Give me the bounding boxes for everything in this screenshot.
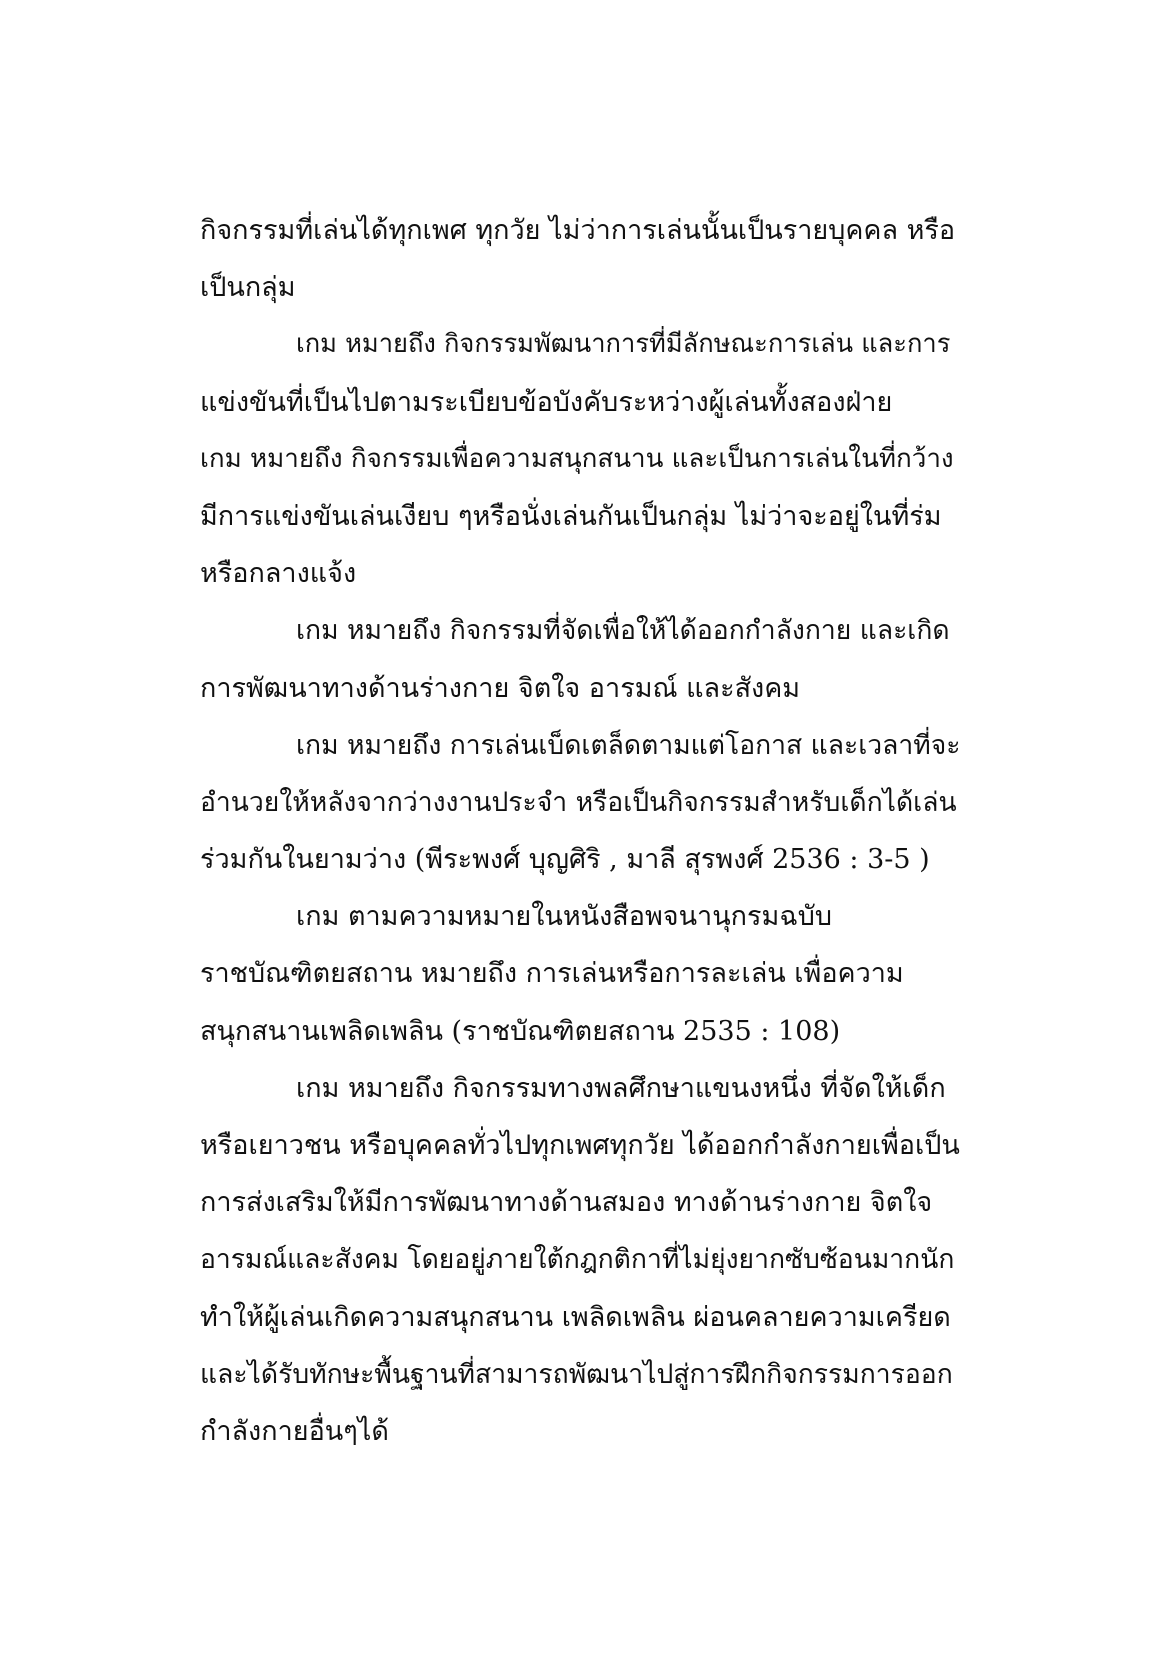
- paragraph-first-line: เกม หมายถึง กิจกรรมพัฒนาการที่มีลักษณะการเล่น และการ: [296, 329, 951, 360]
- text-line: ทำให้ผู้เล่นเกิดความสนุกสนาน เพลิดเพลิน ผ่อนคลายความเครียด: [200, 1301, 951, 1333]
- paragraph-first-line: เกม ตามความหมายในหนังสือพจนานุกรมฉบับ: [296, 901, 832, 933]
- text-line: ร่วมกันในยามว่าง (พีระพงศ์ บุญศิริ , มาลี สุรพงศ์ 2536 : 3-5 ): [200, 844, 930, 876]
- text-line: หรือเยาวชน หรือบุคคลทั่วไปทุกเพศทุกวัย ได้ออกกำลังกายเพื่อเป็น: [200, 1130, 960, 1161]
- text-line: มีการแข่งขันเล่นเงียบ ๆหรือนั่งเล่นกันเป็นกลุ่ม ไม่ว่าจะอยู่ในที่ร่ม: [200, 500, 942, 532]
- body-text: [200, 202, 960, 1460]
- text-line: หรือกลางแจ้ง: [200, 558, 357, 590]
- text-line: การพัฒนาทางด้านร่างกาย จิตใจ อารมณ์ และสังคม: [200, 672, 801, 704]
- text-line: แข่งขันที่เป็นไปตามระเบียบข้อบังคับระหว่างผู้เล่นทั้งสองฝ่าย: [200, 386, 893, 418]
- paragraph-first-line: เกม หมายถึง การเล่นเบ็ดเตล็ดตามแต่โอกาส และเวลาที่จะ: [296, 729, 961, 761]
- text-line: และได้รับทักษะพื้นฐานที่สามารถพัฒนาไปสู่การฝึกกิจกรรมการออก: [200, 1358, 953, 1390]
- text-line: การส่งเสริมให้มีการพัฒนาทางด้านสมอง ทางด้านร่างกาย จิตใจ: [200, 1187, 933, 1219]
- text-line: อำนวยให้หลังจากว่างงานประจำ หรือเป็นกิจกรรมสำหรับเด็กได้เล่น: [200, 786, 957, 818]
- text-line: กำลังกายอื่นๆได้: [200, 1415, 389, 1447]
- text-line: สนุกสนานเพลิดเพลิน (ราชบัณฑิตยสถาน 2535 : 108): [200, 1015, 841, 1047]
- text-line: ราชบัณฑิตยสถาน หมายถึง การเล่นหรือการละเล่น เพื่อความ: [200, 958, 904, 990]
- text-line: เกม หมายถึง กิจกรรมเพื่อความสนุกสนาน และเป็นการเล่นในที่กว้าง: [200, 443, 954, 474]
- text-line: กิจกรรมที่เล่นได้ทุกเพศ ทุกวัย ไม่ว่าการเล่นนั้นเป็นรายบุคคล หรือ: [200, 215, 956, 246]
- paragraph-first-line: เกม หมายถึง กิจกรรมทางพลศึกษาแขนงหนึ่ง ที่จัดให้เด็ก: [296, 1072, 946, 1104]
- text-line: อารมณ์และสังคม โดยอยู่ภายใต้กฎกติกาที่ไม่ยุ่งยากซับซ้อนมากนัก: [200, 1244, 955, 1276]
- text-line: เป็นกลุ่ม: [200, 272, 296, 304]
- paragraph-first-line: เกม หมายถึง กิจกรรมที่จัดเพื่อให้ได้ออกกำลังกาย และเกิด: [296, 615, 950, 647]
